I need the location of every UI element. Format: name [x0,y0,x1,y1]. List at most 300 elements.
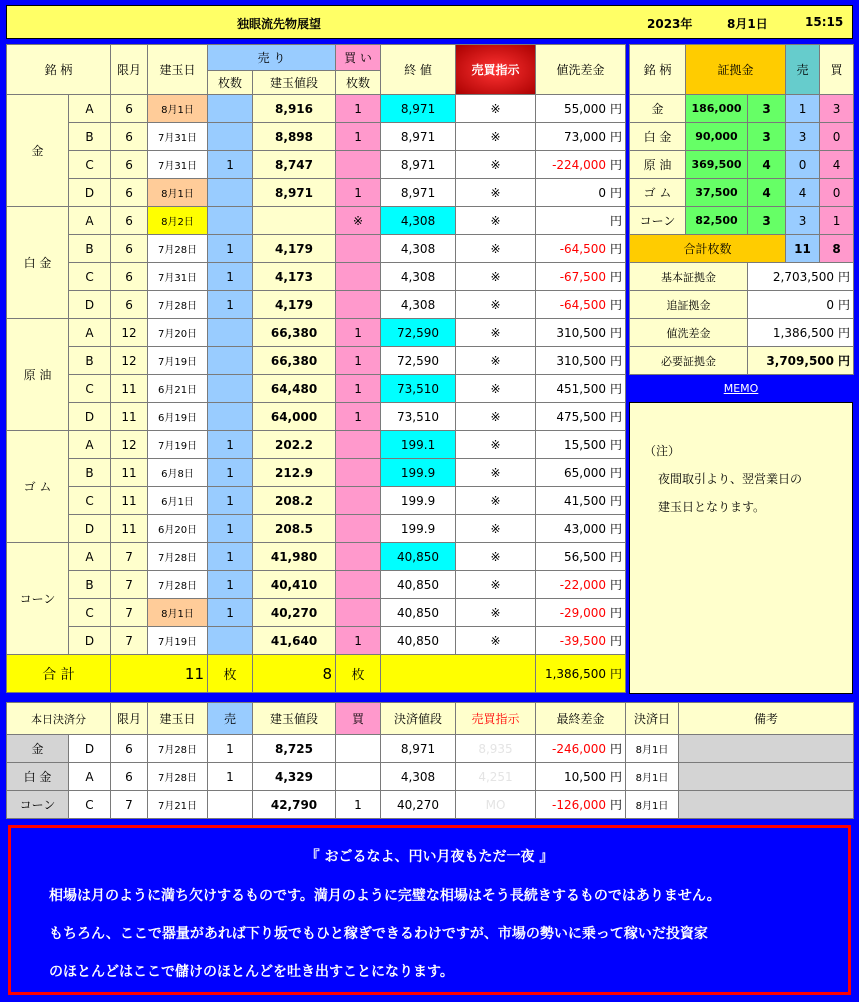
total-label: 合 計 [7,655,111,693]
sub-label: C [69,151,111,179]
yen-unit: 円 [609,798,622,812]
position-price: 64,000 [253,403,336,431]
month: 7 [111,599,148,627]
pnl-value: 73,000 [564,130,607,144]
settle-price: 42,790 [253,791,336,819]
sell-qty [208,627,253,655]
summary-value-value: 1,386,500 [772,326,834,340]
side-buy: 0 [820,179,854,207]
order-button[interactable]: 売買指示 [456,45,536,95]
settle-col-c1: 限月 [111,703,148,735]
total-buy-unit: 枚 [336,655,381,693]
page-title: 独眼流先物展望 [237,17,322,31]
side-commodity: ゴ ム [630,179,686,207]
signal: ※ [456,375,536,403]
yen-unit: 円 [610,550,623,564]
margin-table [629,44,854,375]
summary-value-value: 2,703,500 [772,270,834,284]
settle-price: 4,329 [253,763,336,791]
yen-unit: 円 [610,354,623,368]
yen-unit: 円 [610,186,623,200]
position-price: 8,971 [253,179,336,207]
position-price: 8,747 [253,151,336,179]
signal: ※ [456,543,536,571]
summary-value [748,291,854,319]
total-buy: 8 [253,655,336,693]
yen-unit: 円 [609,742,622,756]
summary-value [748,263,854,291]
summary-label: 値洗差金 [630,319,748,347]
month: 12 [111,347,148,375]
sell-qty: 1 [208,515,253,543]
col-gengetsu: 限月 [111,45,148,95]
pnl [536,291,626,319]
yen-unit: 円 [609,770,622,784]
settle-commodity: 白 金 [7,763,69,791]
settle-signal: 8,935 [456,735,536,763]
total-pnl [536,655,626,693]
pnl-value: -39,500 [559,634,607,648]
settle-pnl [536,735,626,763]
commodity-name: コーン [7,543,69,655]
buy-qty [336,431,381,459]
signal: ※ [456,151,536,179]
summary-value-value: 0 [826,298,834,312]
settle-sub: A [69,763,111,791]
settle-col-c9: 決済日 [626,703,679,735]
settle-col-c0: 本日決済分 [7,703,111,735]
pnl [536,347,626,375]
side-sell: 0 [786,151,820,179]
buy-qty [336,571,381,599]
signal: ※ [456,319,536,347]
signal: ※ [456,599,536,627]
sub-label: C [69,487,111,515]
summary-label: 追証拠金 [630,291,748,319]
yen-unit: 円 [610,130,623,144]
sub-label: A [69,543,111,571]
side-sell: 4 [786,179,820,207]
sell-qty: 1 [208,459,253,487]
side-row [630,179,854,207]
sub-label: B [69,347,111,375]
sell-qty: 1 [208,571,253,599]
close-price: 199.9 [381,459,456,487]
sell-qty [208,375,253,403]
pnl-value: -67,500 [559,270,607,284]
settle-pnl [536,791,626,819]
settle-buy [336,763,381,791]
table-row [7,179,626,207]
close-price: 40,850 [381,571,456,599]
sub-label: D [69,179,111,207]
settle-row [7,735,854,763]
table-row [7,95,626,123]
position-date: 7月31日 [148,123,208,151]
sub-label: C [69,375,111,403]
sell-qty [208,347,253,375]
position-date: 7月28日 [148,235,208,263]
pnl [536,627,626,655]
settle-buy [336,735,381,763]
settle-col-c6: 決済値段 [381,703,456,735]
pnl [536,319,626,347]
month: 11 [111,515,148,543]
sub-label: D [69,515,111,543]
buy-qty: ※ [336,207,381,235]
header-bar [6,5,853,39]
header-date: 8月1日 [727,17,768,31]
settle-price: 8,725 [253,735,336,763]
side-col-meigara: 銘 柄 [630,45,686,95]
table-row [7,515,626,543]
position-date: 7月31日 [148,263,208,291]
settle-col-c7: 売買指示 [456,703,536,735]
month: 11 [111,403,148,431]
yen-unit: 円 [610,158,623,172]
table-row [7,431,626,459]
sub-label: B [69,571,111,599]
pnl-value: -22,000 [559,578,607,592]
memo-link[interactable]: MEMO [723,382,759,395]
side-buy: 3 [820,95,854,123]
table-row [7,571,626,599]
close-price: 72,590 [381,319,456,347]
settle-date: 7月21日 [148,791,208,819]
signal: ※ [456,403,536,431]
yen-unit: 円 [838,270,851,284]
side-count: 4 [748,151,786,179]
side-buy: 4 [820,151,854,179]
table-row [7,207,626,235]
signal: ※ [456,179,536,207]
position-price: 66,380 [253,319,336,347]
buy-qty [336,151,381,179]
sub-label: B [69,235,111,263]
col-price: 建玉値段 [253,71,336,95]
side-count: 3 [748,95,786,123]
col-tategyokubi: 建玉日 [148,45,208,95]
pnl [536,431,626,459]
pnl [536,179,626,207]
signal: ※ [456,571,536,599]
settle-sell: 1 [208,763,253,791]
pnl-value: 15,500 [564,438,607,452]
close-price: 8,971 [381,123,456,151]
settle-signal: MO [456,791,536,819]
table-row [7,291,626,319]
side-row [630,207,854,235]
pnl-value: 56,500 [564,550,607,564]
pnl-value: -224,000 [552,158,607,172]
commodity-name: ゴ ム [7,431,69,543]
col-maisu-buy: 枚数 [336,71,381,95]
settle-sdate: 8月1日 [626,763,679,791]
pnl-value: 475,500 [556,410,607,424]
pnl [536,207,626,235]
settle-pnl-value: -126,000 [552,798,606,812]
pnl [536,599,626,627]
close-price: 199.1 [381,431,456,459]
total-sell-unit: 枚 [208,655,253,693]
total-sell: 11 [111,655,208,693]
sell-qty [208,403,253,431]
signal: ※ [456,95,536,123]
memo-panel [629,402,853,694]
pnl-value: 0 [598,186,607,200]
side-total-label: 合計枚数 [630,235,786,263]
quote-line-1: 相場は月のように満ち欠けするものです。満月のように完璧な相場はそう長続きするものではありません。 [49,888,721,904]
table-row [7,403,626,431]
yen-unit: 円 [610,242,623,256]
side-sell: 1 [786,95,820,123]
sub-label: A [69,207,111,235]
month: 6 [111,263,148,291]
pnl [536,487,626,515]
pnl-value: 65,000 [564,466,607,480]
position-date: 7月20日 [148,319,208,347]
month: 11 [111,487,148,515]
position-price: 4,179 [253,291,336,319]
sell-qty [208,123,253,151]
signal: ※ [456,431,536,459]
settle-sprice: 4,308 [381,763,456,791]
col-maisu-sell: 枚数 [208,71,253,95]
settle-commodity: 金 [7,735,69,763]
close-price: 8,971 [381,179,456,207]
memo-line-1: 夜間取引より、翌営業日の [658,472,803,486]
side-count: 3 [748,207,786,235]
settle-date: 7月28日 [148,763,208,791]
pnl-value: 310,500 [556,354,607,368]
table-row [7,543,626,571]
position-price: 40,270 [253,599,336,627]
commodity-name: 白 金 [7,207,69,319]
memo-note: （注） [644,444,681,458]
table-row [7,123,626,151]
table-row [7,151,626,179]
commodity-name: 原 油 [7,319,69,431]
yen-unit: 円 [610,466,623,480]
signal: ※ [456,123,536,151]
position-price: 41,980 [253,543,336,571]
position-price: 4,179 [253,235,336,263]
position-date: 6月19日 [148,403,208,431]
settle-signal: 4,251 [456,763,536,791]
buy-qty [336,515,381,543]
col-owarine: 終 値 [381,45,456,95]
signal: ※ [456,515,536,543]
side-total-sell: 11 [786,235,820,263]
settlement-table [6,702,854,819]
position-price: 40,410 [253,571,336,599]
close-price: 72,590 [381,347,456,375]
close-price: 8,971 [381,95,456,123]
settle-col-c2: 建玉日 [148,703,208,735]
sub-label: D [69,627,111,655]
sub-label: A [69,319,111,347]
side-row [630,123,854,151]
position-price: 208.5 [253,515,336,543]
month: 6 [111,291,148,319]
month: 6 [111,123,148,151]
commodity-name: 金 [7,95,69,207]
position-date: 7月19日 [148,431,208,459]
buy-qty [336,543,381,571]
position-price: 64,480 [253,375,336,403]
position-date: 7月28日 [148,543,208,571]
side-commodity: 原 油 [630,151,686,179]
position-price: 8,916 [253,95,336,123]
col-meigara: 銘 柄 [7,45,111,95]
close-price: 40,850 [381,599,456,627]
table-row [7,459,626,487]
position-date: 7月28日 [148,291,208,319]
signal: ※ [456,487,536,515]
total-spacer [381,655,536,693]
pnl [536,403,626,431]
pnl [536,571,626,599]
settle-col-c8: 最終差金 [536,703,626,735]
side-buy: 1 [820,207,854,235]
sub-label: C [69,263,111,291]
settle-sell [208,791,253,819]
signal: ※ [456,291,536,319]
side-col-uri: 売 [786,45,820,95]
side-sell: 3 [786,207,820,235]
position-price: 66,380 [253,347,336,375]
buy-qty: 1 [336,95,381,123]
table-row [7,319,626,347]
pnl [536,515,626,543]
sub-label: D [69,403,111,431]
yen-unit: 円 [610,606,623,620]
settle-row [7,763,854,791]
settle-date: 7月28日 [148,735,208,763]
signal: ※ [456,627,536,655]
pnl-value: -29,000 [559,606,607,620]
month: 12 [111,431,148,459]
position-date: 7月19日 [148,347,208,375]
close-price: 199.9 [381,515,456,543]
yen-unit: 円 [838,326,851,340]
side-row [630,151,854,179]
side-margin: 369,500 [686,151,748,179]
settle-note [679,735,854,763]
side-sell: 3 [786,123,820,151]
yen-unit: 円 [610,410,623,424]
month: 6 [111,235,148,263]
close-price: 4,308 [381,235,456,263]
sell-qty: 1 [208,151,253,179]
sub-label: A [69,95,111,123]
buy-qty: 1 [336,627,381,655]
sell-qty: 1 [208,291,253,319]
month: 6 [111,151,148,179]
side-commodity: 金 [630,95,686,123]
yen-unit: 円 [610,578,623,592]
pnl-value: 41,500 [564,494,607,508]
settle-row [7,791,854,819]
sell-qty [208,319,253,347]
side-margin: 186,000 [686,95,748,123]
yen-unit: 円 [610,522,623,536]
position-date: 6月21日 [148,375,208,403]
position-price: 212.9 [253,459,336,487]
side-row [630,95,854,123]
table-row [7,347,626,375]
table-row [7,375,626,403]
sell-qty: 1 [208,599,253,627]
side-margin: 90,000 [686,123,748,151]
pnl-value: -64,500 [559,298,607,312]
buy-qty: 1 [336,123,381,151]
side-commodity: 白 金 [630,123,686,151]
side-count: 3 [748,123,786,151]
position-date: 7月31日 [148,151,208,179]
buy-qty: 1 [336,347,381,375]
pnl-value: 451,500 [556,382,607,396]
settle-buy: 1 [336,791,381,819]
close-price: 4,308 [381,207,456,235]
settle-pnl-value: 10,500 [563,770,606,784]
month: 11 [111,459,148,487]
buy-qty [336,235,381,263]
summary-value [748,347,854,375]
yen-unit: 円 [610,270,623,284]
col-uri: 売 り [208,45,336,71]
table-row [7,263,626,291]
buy-qty: 1 [336,179,381,207]
close-price: 73,510 [381,403,456,431]
settle-sub: C [69,791,111,819]
buy-qty [336,291,381,319]
month: 12 [111,319,148,347]
yen-unit: 円 [610,102,623,116]
sell-qty [208,179,253,207]
sell-qty: 1 [208,263,253,291]
summary-value [748,319,854,347]
settle-month: 6 [111,763,148,791]
pnl-value: 310,500 [556,326,607,340]
close-price: 4,308 [381,291,456,319]
quote-line-3: のほとんどはここで儲けのほとんどを吐き出すことになります。 [49,964,454,980]
sub-label: D [69,291,111,319]
yen-unit: 円 [838,298,851,312]
settle-sdate: 8月1日 [626,791,679,819]
total-pnl-value: 1,386,500 [544,667,607,681]
table-row [7,235,626,263]
settle-col-c4: 建玉値段 [253,703,336,735]
close-price: 8,971 [381,151,456,179]
signal: ※ [456,207,536,235]
side-col-kai: 買 [820,45,854,95]
settle-sprice: 8,971 [381,735,456,763]
side-total-buy: 8 [820,235,854,263]
buy-qty: 1 [336,319,381,347]
position-date: 6月1日 [148,487,208,515]
signal: ※ [456,235,536,263]
summary-value-value: 3,709,500 [766,354,834,368]
buy-qty [336,599,381,627]
summary-label: 基本証拠金 [630,263,748,291]
position-date: 8月1日 [148,599,208,627]
signal: ※ [456,263,536,291]
quote-title: 『 おごるなよ、円い月夜もただ一夜 』 [305,849,554,865]
sell-qty: 1 [208,487,253,515]
settle-pnl-value: -246,000 [552,742,606,756]
positions-table [6,44,626,693]
